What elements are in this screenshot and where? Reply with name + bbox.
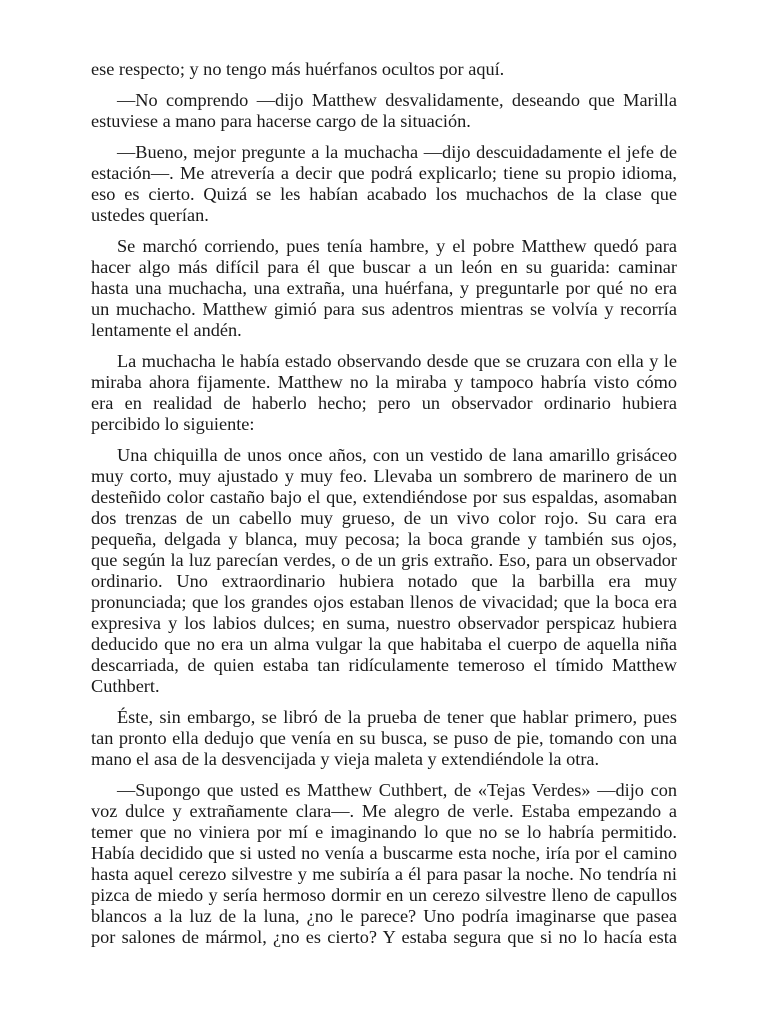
text-line: Una chiquilla de unos once años, con un vestido de lana amarillo grisáceo: [117, 445, 677, 465]
text-line: Éste, sin embargo, se libró de la prueba de tener que hablar primero, pues: [117, 707, 677, 727]
paragraph-4: [91, 236, 677, 341]
paragraph-7: [91, 707, 677, 770]
text-line: tan pronto ella dedujo que venía en su busca, se puso de pie, tomando con una: [91, 728, 677, 748]
paragraph-8: [91, 780, 677, 948]
text-line: eso es cierto. Quizá se les habían acabado los muchachos de la clase que: [91, 184, 677, 204]
paragraph-2: [91, 90, 677, 132]
text-line: pronunciada; que los grandes ojos estaban llenos de vivacidad; que la boca era: [91, 592, 677, 612]
text-line: muy corto, muy ajustado y muy feo. Llevaba un sombrero de marinero de un: [91, 466, 677, 486]
text-line: estuviese a mano para hacerse cargo de la situación.: [91, 111, 471, 131]
paragraph-5: [91, 351, 677, 435]
text-line: dos trenzas de un cabello muy grueso, de un vivo color rojo. Su cara era: [91, 508, 677, 528]
text-line: temer que no viniera por mí e imaginando lo que no se lo habría permitido.: [91, 822, 677, 842]
text-line: que según la luz parecían verdes, o de un gris extraño. Eso, para un observador: [91, 550, 677, 570]
text-line: lentamente el andén.: [91, 320, 242, 340]
text-line: ordinario. Uno extraordinario hubiera notado que la barbilla era muy: [91, 571, 677, 591]
text-line: Se marchó corriendo, pues tenía hambre, y el pobre Matthew quedó para: [117, 236, 677, 256]
text-line: pequeña, delgada y blanca, muy pecosa; la boca grande y también sus ojos,: [91, 529, 677, 549]
text-line: por salones de mármol, ¿no es cierto? Y estaba segura que si no lo hacía esta: [91, 927, 677, 947]
text-line: pizca de miedo y sería hermoso dormir en un cerezo silvestre lleno de capullos: [91, 885, 677, 905]
text-line: miraba ahora fijamente. Matthew no la miraba y tampoco habría visto cómo: [91, 372, 677, 392]
text-line: —Supongo que usted es Matthew Cuthbert, de «Tejas Verdes» —dijo con: [117, 780, 677, 800]
text-line: desteñido color castaño bajo el que, extendiéndose por sus espaldas, asomaban: [91, 487, 677, 507]
paragraph-6: [91, 445, 677, 697]
text-line: voz dulce y extrañamente clara—. Me alegro de verle. Estaba empezando a: [91, 801, 677, 821]
text-line: percibido lo siguiente:: [91, 414, 255, 434]
paragraph-3: [91, 142, 677, 226]
text-line: ese respecto; y no tengo más huérfanos ocultos por aquí.: [91, 59, 505, 79]
text-line: —No comprendo —dijo Matthew desvalidamente, deseando que Marilla: [117, 90, 677, 110]
text-line: expresiva y los labios dulces; en suma, nuestro observador perspicaz hubiera: [91, 613, 677, 633]
text-line: hasta una muchacha, una extraña, una huérfana, y preguntarle por qué no era: [91, 278, 677, 298]
text-line: blancos a la luz de la luna, ¿no le parece? Uno podría imaginarse que pasea: [91, 906, 677, 926]
text-line: era en realidad de haberlo hecho; pero un observador ordinario hubiera: [91, 393, 677, 413]
text-line: estación—. Me atrevería a decir que podrá explicarlo; tiene su propio idioma,: [91, 163, 677, 183]
text-line: —Bueno, mejor pregunte a la muchacha —dijo descuidadamente el jefe de: [117, 142, 677, 162]
page-text-block: [91, 59, 677, 958]
text-line: ustedes querían.: [91, 205, 209, 225]
text-line: un muchacho. Matthew gimió para sus adentros mientras se volvía y recorría: [91, 299, 677, 319]
text-line: hacer algo más difícil para él que buscar a un león en su guarida: caminar: [91, 257, 677, 277]
text-line: mano el asa de la desvencijada y vieja maleta y extendiéndole la otra.: [91, 749, 600, 769]
text-line: hasta aquel cerezo silvestre y me subiría a él para pasar la noche. No tendría ni: [91, 864, 677, 884]
text-line: La muchacha le había estado observando desde que se cruzara con ella y le: [117, 351, 677, 371]
text-line: descarriada, de quien estaba tan ridículamente temeroso el tímido Matthew: [91, 655, 677, 675]
text-line: Cuthbert.: [91, 676, 160, 696]
paragraph-1: [91, 59, 677, 80]
text-line: Había decidido que si usted no venía a buscarme esta noche, iría por el camino: [91, 843, 677, 863]
text-line: deducido que no era un alma vulgar la que habitaba el cuerpo de aquella niña: [91, 634, 677, 654]
